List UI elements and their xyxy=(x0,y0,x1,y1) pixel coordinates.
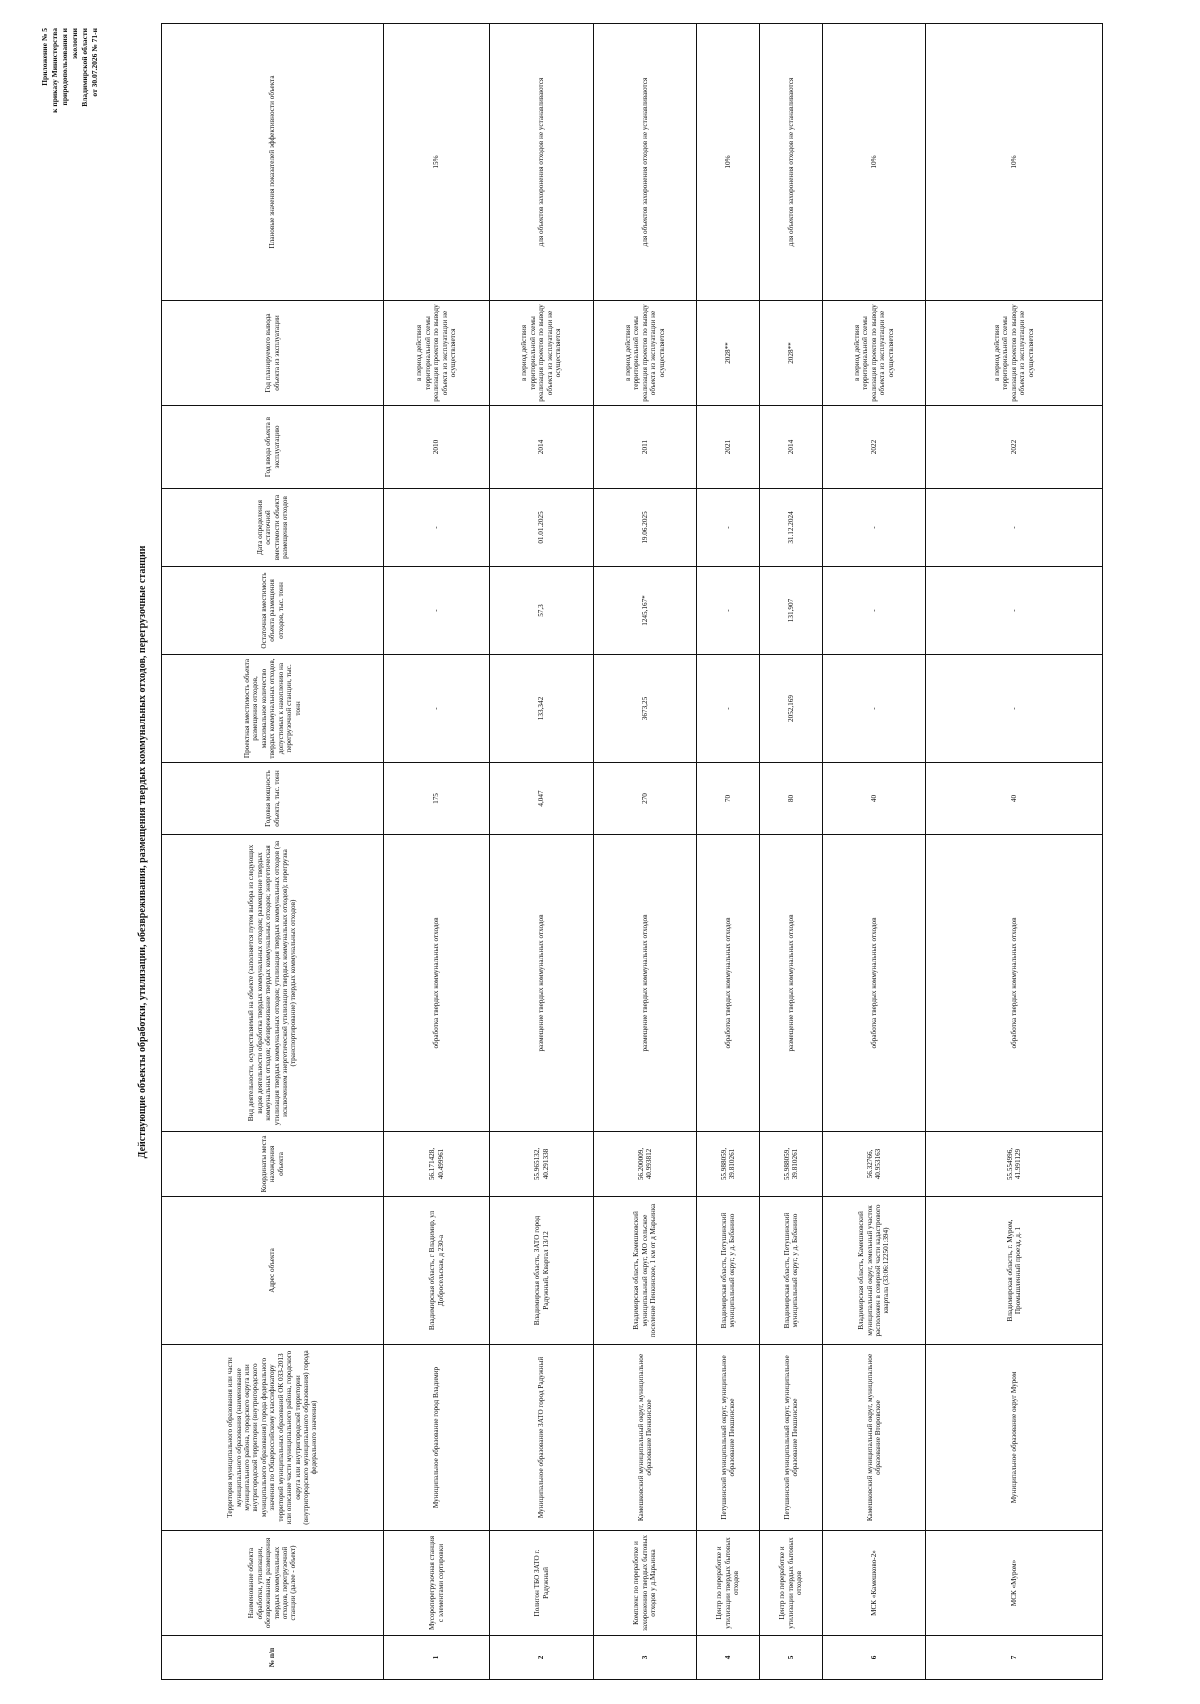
table-cell: Владимирская область, г Владимир, ул Добросельская, д 230-а xyxy=(384,1197,490,1345)
table-cell: в период действия территориальной схемы реализация проектов по выводу объекта из эксплуатации не осуществляется xyxy=(823,301,926,406)
table-cell: 15% xyxy=(384,24,490,301)
table-cell: 55.988059, 39.810261 xyxy=(760,1132,823,1197)
table-cell: 31.12.2024 xyxy=(760,489,823,567)
table-cell: в период действия территориальной схемы реализация проектов по выводу объекта из эксплуатации не осуществляется xyxy=(490,301,594,406)
table-cell: 1 xyxy=(384,1636,490,1680)
column-header: Вид деятельности, осуществляемый на объекте (заполняется путем выбора из следующих видов деятельности обработка твердых коммунальных отходов; размещение твердых коммунальных отходов; обезвреживание твердых коммунальных отходов; энергетическая утилизация твердых коммунальных отходов; утилизация твердых коммунальных отходов (за исключением энергетической утилизации твердых коммунальных отходов); перегрузка (транспортирование) твердых коммунальных отходов) xyxy=(162,835,384,1132)
document-title: Действующие объекты обработки, утилизации, обезвреживания, размещения твердых коммунальных отходов, перегрузочные станции xyxy=(137,545,148,1159)
table-row xyxy=(823,24,926,1680)
table-cell: 55.554996, 41.991129 xyxy=(926,1132,1103,1197)
table-row xyxy=(490,24,594,1680)
table-cell: размещение твердых коммунальных отходов xyxy=(490,835,594,1132)
table-cell: 2014 xyxy=(760,406,823,489)
table-cell: Владимирская область, Камешковский муниципальный округ, МО сельское поселение Пенкинское, 1 км от д Марьинка xyxy=(594,1197,697,1345)
table-row xyxy=(384,24,490,1680)
table-cell: для объектов захоронения отходов не устанавливаются xyxy=(760,24,823,301)
table-cell: 7 xyxy=(926,1636,1103,1680)
table-cell: 2021 xyxy=(697,406,760,489)
table-cell: МСК «Камешково-2» xyxy=(823,1531,926,1636)
column-header: Адрес объекта xyxy=(162,1197,384,1345)
table-cell: Мусороперегрузочная станция с элементами сортировки xyxy=(384,1531,490,1636)
table-cell: 57,3 xyxy=(490,567,594,655)
column-header: Проектная вместимость объекта размещения отходов, максимальное количество твердых коммунальных отходов, допустимых к накоплению на перегрузочной станции, тыс. тонн xyxy=(162,655,384,763)
table-cell: - xyxy=(384,655,490,763)
table-cell: 10% xyxy=(823,24,926,301)
table-cell: 55.988059, 39.810261 xyxy=(697,1132,760,1197)
appendix-note-line: Владимирской области xyxy=(80,28,89,107)
table-cell: 270 xyxy=(594,763,697,835)
table-cell: обработка твердых коммунальных отходов xyxy=(823,835,926,1132)
table-cell: 175 xyxy=(384,763,490,835)
table-cell: 2011 xyxy=(594,406,697,489)
table-cell: 2022 xyxy=(823,406,926,489)
appendix-note-line: к приказу Министерства xyxy=(50,28,59,113)
column-header: Плановые значения показателей эффективности объекта xyxy=(162,24,384,301)
table-cell: Центр по переработке и утилизации твердых бытовых отходов xyxy=(697,1531,760,1636)
appendix-note-line: Приложение № 5 xyxy=(40,28,49,86)
table-cell: - xyxy=(384,489,490,567)
table-cell: Владимирская область, Камешковский муниципальный округ, земельный участок расположен в северной части кадастрового квартала (33:06:122501:394) xyxy=(823,1197,926,1345)
column-header: № п/п xyxy=(162,1636,384,1680)
table-cell: для объектов захоронения отходов не устанавливаются xyxy=(594,24,697,301)
column-header: Остаточная вместимость объекта размещения отходов, тыс. тонн xyxy=(162,567,384,655)
table-cell: 2022 xyxy=(926,406,1103,489)
table-cell: Центр по переработке и утилизации твердых бытовых отходов xyxy=(760,1531,823,1636)
column-header: Годовая мощность объекта, тыс. тонн xyxy=(162,763,384,835)
table-cell: 2052,169 xyxy=(760,655,823,763)
table-cell: - xyxy=(926,489,1103,567)
table-cell: 56.200009, 40.993812 xyxy=(594,1132,697,1197)
table-cell: - xyxy=(823,489,926,567)
table-header-row xyxy=(162,24,384,1680)
table-cell: Муниципальное образование город Владимир xyxy=(384,1345,490,1531)
table-cell: размещение твердых коммунальных отходов xyxy=(760,835,823,1132)
table-cell: 1245,167* xyxy=(594,567,697,655)
table-cell: 19.06.2025 xyxy=(594,489,697,567)
table-cell: - xyxy=(926,567,1103,655)
table-cell: Петушинский муниципальный округ, муниципальное образование Пекшинское xyxy=(697,1345,760,1531)
table-cell: - xyxy=(823,655,926,763)
table-cell: 3 xyxy=(594,1636,697,1680)
table-cell: Камешковский муниципальный округ, муниципальное образование Пенкинское xyxy=(594,1345,697,1531)
table-cell: для объектов захоронения отходов не устанавливаются xyxy=(490,24,594,301)
column-header: Наименование объекта обработки, утилизации, обезвреживания, размещения твердых коммунальных отходов, перегрузочной станции (далее - объект) xyxy=(162,1531,384,1636)
table-cell: Полигон ТБО ЗАТО г. Радужный xyxy=(490,1531,594,1636)
table-cell: 4 xyxy=(697,1636,760,1680)
table-cell: - xyxy=(697,489,760,567)
table-cell: в период действия территориальной схемы реализация проектов по выводу объекта из эксплуатации не осуществляется xyxy=(594,301,697,406)
column-header: Год ввода объекта в эксплуатацию xyxy=(162,406,384,489)
table-cell: 6 xyxy=(823,1636,926,1680)
table-cell: 2028** xyxy=(760,301,823,406)
column-header: Территория муниципального образования или части муниципального образования (наименование муниципального района, городского округа или внутригородской территории (внутригородского муниципального образования) города федерального значения по Общероссийскому классификатору территорий муниципальных образований ОК 033-2013 или описание части муниципального района, городского округа или внутригородской территории (внутригородского муниципального образования) города федерального значения) xyxy=(162,1345,384,1531)
appendix-note-line: природопользования и экологии xyxy=(60,28,79,106)
table-cell: в период действия территориальной схемы реализация проектов по выводу объекта из эксплуатации не осуществляется xyxy=(384,301,490,406)
table-row xyxy=(594,24,697,1680)
table-cell: Владимирская область, Петушинский муниципальный округ, у д. Бабанино xyxy=(760,1197,823,1345)
table-cell: 10% xyxy=(926,24,1103,301)
table-cell: 40 xyxy=(823,763,926,835)
table-cell: Камешковский муниципальный округ, муниципальное образование Второвское xyxy=(823,1345,926,1531)
table-cell: 2028** xyxy=(697,301,760,406)
table-cell: 56.171428, 40.499961 xyxy=(384,1132,490,1197)
table-cell: 55.965132, 40.291338 xyxy=(490,1132,594,1197)
table-cell: 2014 xyxy=(490,406,594,489)
table-cell: 80 xyxy=(760,763,823,835)
table-cell: обработка твердых коммунальных отходов xyxy=(697,835,760,1132)
objects-table xyxy=(161,23,1103,1680)
table-row xyxy=(697,24,760,1680)
table-cell: 4,047 xyxy=(490,763,594,835)
table-row xyxy=(926,24,1103,1680)
table-cell: - xyxy=(697,655,760,763)
table-cell: Муниципальное образование ЗАТО город Радужный xyxy=(490,1345,594,1531)
table-cell: - xyxy=(384,567,490,655)
table-cell: - xyxy=(697,567,760,655)
table-cell: в период действия территориальной схемы реализация проектов по выводу объекта из эксплуатации не осуществляется xyxy=(926,301,1103,406)
column-header: Координаты места нахождения объекта xyxy=(162,1132,384,1197)
table-cell: 56.32766, 40.953163 xyxy=(823,1132,926,1197)
table-cell: 40 xyxy=(926,763,1103,835)
table-cell: Комплекс по переработке и захоронению твердых бытовых отходов у д.Марьинка xyxy=(594,1531,697,1636)
table-cell: обработка твердых коммунальных отходов xyxy=(384,835,490,1132)
table-cell: обработка твердых коммунальных отходов xyxy=(926,835,1103,1132)
table-cell: Петушинский муниципальный округ, муниципальное образование Пекшинское xyxy=(760,1345,823,1531)
table-cell: МСК «Муром» xyxy=(926,1531,1103,1636)
table-cell: 131,907 xyxy=(760,567,823,655)
table-cell: размещение твердых коммунальных отходов xyxy=(594,835,697,1132)
table-cell: Владимирская область, ЗАТО город Радужный, Квартал 13/12 xyxy=(490,1197,594,1345)
table-cell: - xyxy=(823,567,926,655)
table-cell: 133,342 xyxy=(490,655,594,763)
table-cell: Муниципальное образование округ Муром xyxy=(926,1345,1103,1531)
table-cell: Владимирская область, г. Муром, Промышленный проезд, д. 1 xyxy=(926,1197,1103,1345)
table-body xyxy=(384,24,1103,1680)
table-cell: - xyxy=(926,655,1103,763)
table-row xyxy=(760,24,823,1680)
table-cell: 70 xyxy=(697,763,760,835)
column-header: Год планируемого вывода объекта из эксплуатации xyxy=(162,301,384,406)
table-cell: Владимирская область, Петушинский муниципальный округ, у д. Бабанино xyxy=(697,1197,760,1345)
table-cell: 01.01.2025 xyxy=(490,489,594,567)
column-header: Дата определения остаточной вместимости объекта размещения отходов xyxy=(162,489,384,567)
table-cell: 2010 xyxy=(384,406,490,489)
table-cell: 2 xyxy=(490,1636,594,1680)
table-cell: 3673,25 xyxy=(594,655,697,763)
appendix-note-line: от 30.07.2026 № 71-н xyxy=(90,28,99,97)
table-cell: 10% xyxy=(697,24,760,301)
table-cell: 5 xyxy=(760,1636,823,1680)
appendix-note xyxy=(40,28,100,120)
